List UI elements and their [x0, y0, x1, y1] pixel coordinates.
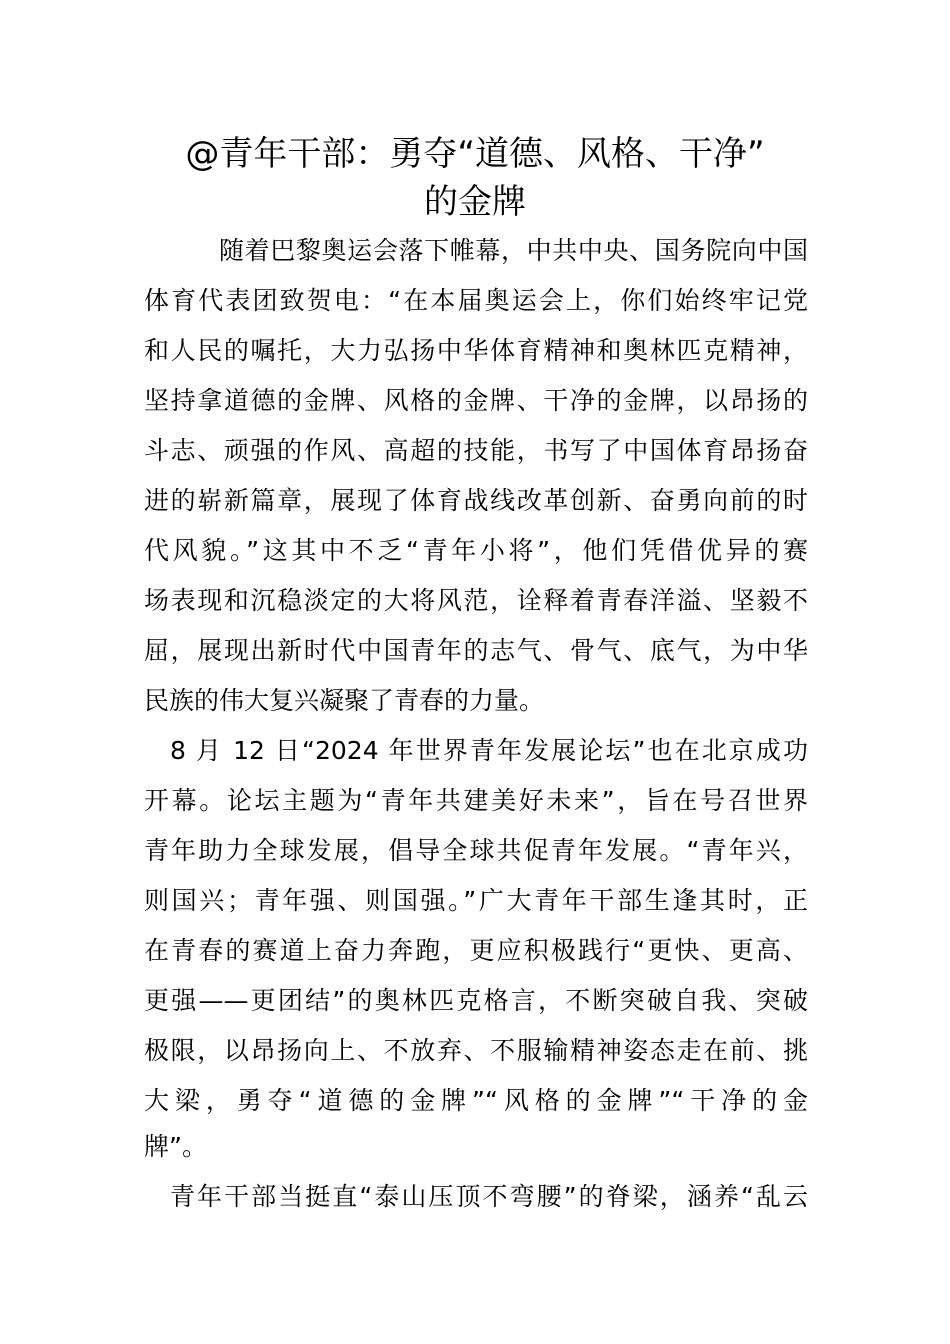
paragraph-line: 大梁，勇夺“道德的金牌”“风格的金牌”“干净的金	[144, 1086, 808, 1115]
paragraph-line: 牌”。	[144, 1132, 207, 1161]
paragraph-line: 屈，展现出新时代中国青年的志气、骨气、底气，为中华	[144, 636, 808, 665]
paragraph-line: 体育代表团致贺电：“在本届奥运会上，你们始终牢记党	[144, 286, 808, 315]
paragraph-line: 开幕。论坛主题为“青年共建美好未来”，旨在号召世界	[144, 786, 808, 815]
paragraph-line: 随着巴黎奥运会落下帷幕，中共中央、国务院向中国	[219, 236, 808, 265]
paragraph-line: 斗志、顽强的作风、高超的技能，书写了中国体育昂扬奋	[144, 436, 808, 465]
paragraph-line: 则国兴；青年强、则国强。”广大青年干部生逢其时，正	[144, 886, 808, 915]
paragraph-line: 代风貌。”这其中不乏“青年小将”，他们凭借优异的赛	[144, 536, 808, 565]
paragraph-line: 在青春的赛道上奋力奔跑，更应积极践行“更快、更高、	[144, 936, 808, 965]
paragraph-line: 场表现和沉稳淡定的大将风范，诠释着青春洋溢、坚毅不	[144, 586, 808, 615]
paragraph-line: 坚持拿道德的金牌、风格的金牌、干净的金牌，以昂扬的	[144, 386, 808, 415]
document-title-line-2: 的金牌	[424, 182, 526, 222]
paragraph-line: 青年助力全球发展，倡导全球共促青年发展。“青年兴，	[144, 836, 808, 865]
paragraph-line: 和人民的嘱托，大力弘扬中华体育精神和奥林匹克精神，	[144, 336, 808, 365]
paragraph-line: 极限，以昂扬向上、不放弃、不服输精神姿态走在前、挑	[144, 1036, 808, 1065]
paragraph-line: 进的崭新篇章，展现了体育战线改革创新、奋勇向前的时	[144, 486, 808, 515]
paragraph-line: 更强——更团结”的奥林匹克格言，不断突破自我、突破	[144, 986, 808, 1015]
paragraph-line: 民族的伟大复兴凝聚了青春的力量。	[144, 686, 545, 715]
paragraph-line: 青年干部当挺直“泰山压顶不弯腰”的脊梁，涵养“乱云	[170, 1182, 808, 1211]
document-title-line-1: @青年干部：勇夺“道德、风格、干净”	[185, 134, 765, 174]
paragraph-line: 8 月 12 日“2024 年世界青年发展论坛”也在北京成功	[170, 736, 808, 765]
